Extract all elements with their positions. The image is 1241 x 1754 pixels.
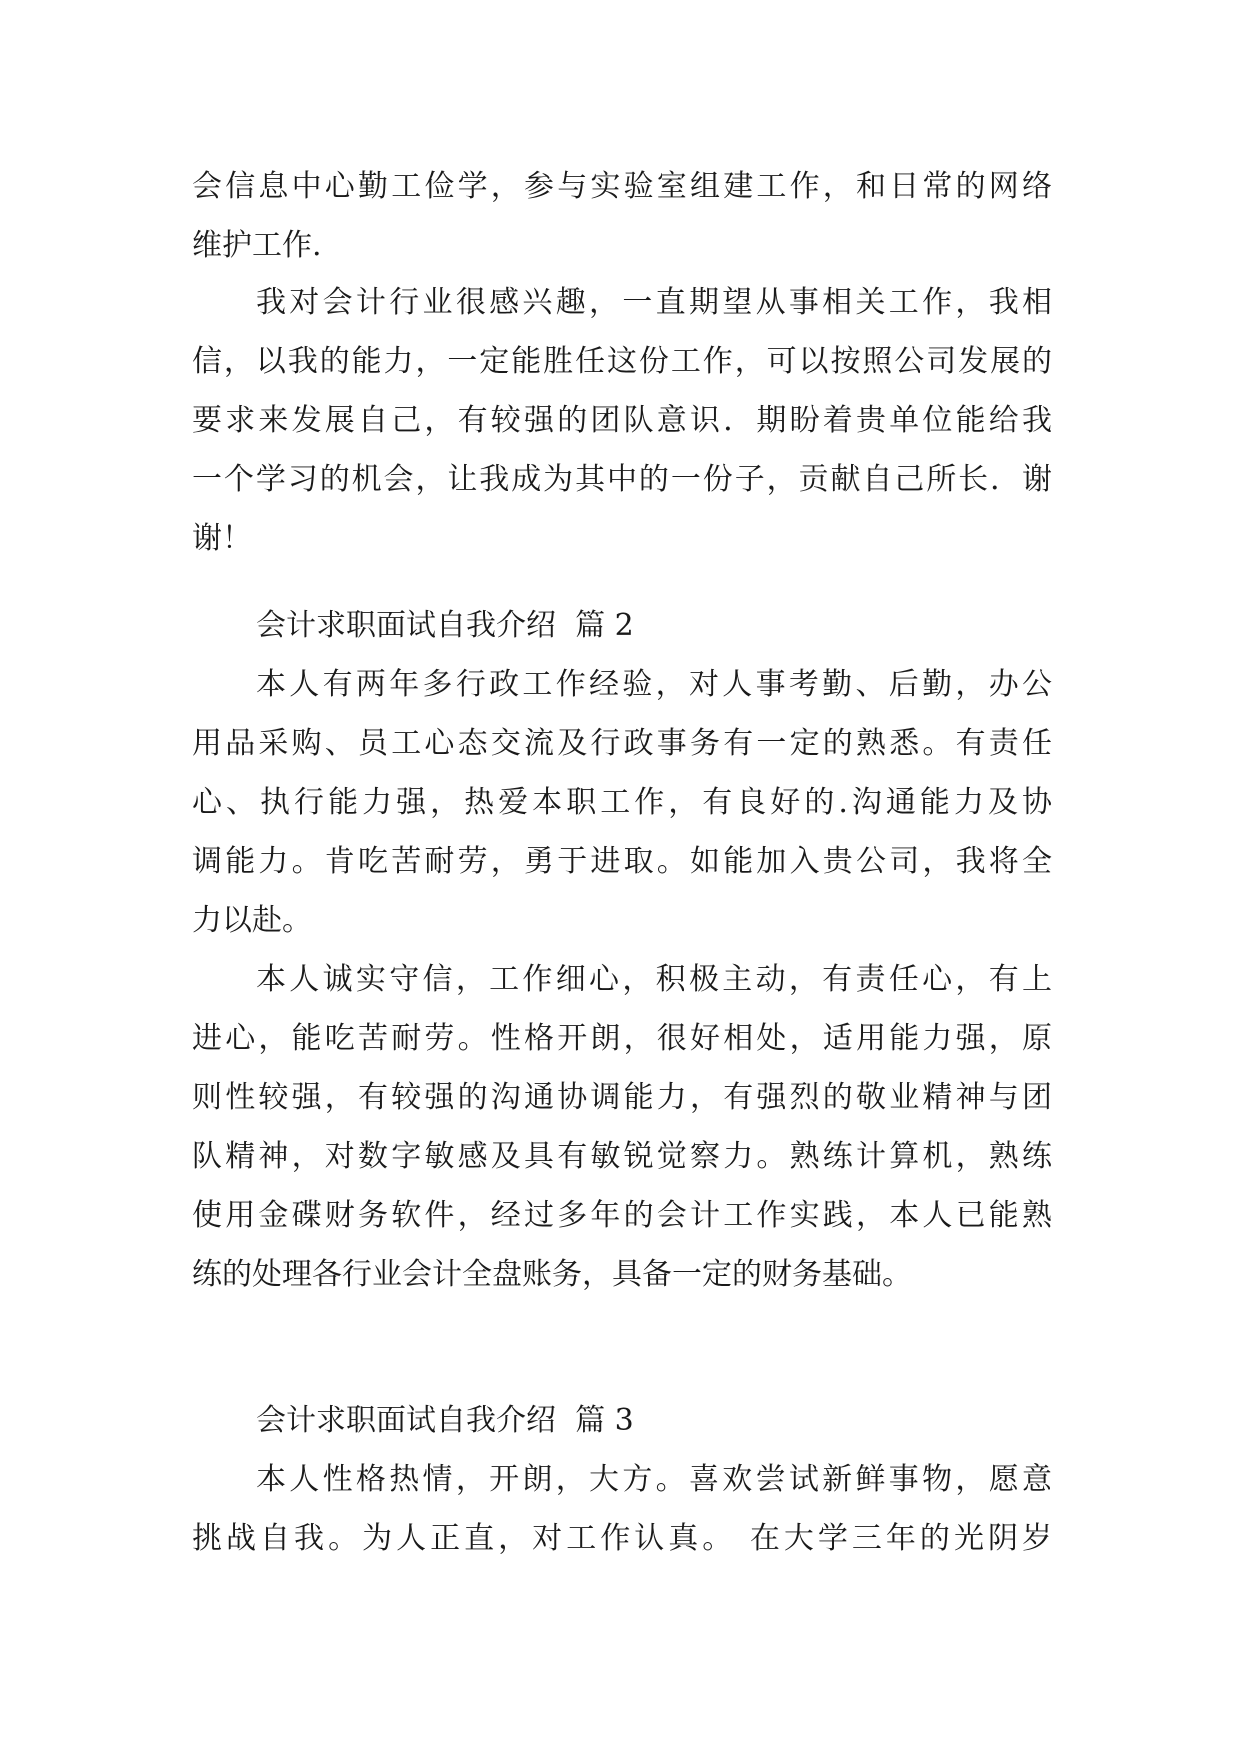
text-line: 一个学习的机会，让我成为其中的一份子，贡献自己所长．谢 [192, 462, 1052, 497]
text-line: 调能力。肯吃苦耐劳，勇于进取。如能加入贵公司，我将全 [192, 844, 1052, 879]
paragraph [192, 273, 1052, 568]
text-line: 力以赴。 [192, 903, 312, 938]
text-line: 进心，能吃苦耐劳。性格开朗，很好相处，适用能力强，原 [192, 1021, 1052, 1056]
text-line: 则性较强，有较强的沟通协调能力，有强烈的敬业精神与团 [192, 1080, 1052, 1115]
text-line: 本人诚实守信，工作细心，积极主动，有责任心，有上 [256, 962, 1052, 997]
paragraph-continuation [192, 157, 1052, 275]
text-line: 本人性格热情，开朗，大方。喜欢尝试新鲜事物，愿意 [256, 1462, 1052, 1497]
text-line: 会信息中心勤工俭学，参与实验室组建工作，和日常的网络 [192, 169, 1052, 204]
text-line: 练的处理各行业会计全盘账务，具备一定的财务基础。 [192, 1257, 912, 1292]
section-heading: 会计求职面试自我介绍 篇 2 [256, 608, 634, 643]
section-heading: 会计求职面试自我介绍 篇 3 [256, 1403, 634, 1438]
paragraph [192, 950, 1052, 1304]
paragraph [192, 1450, 1052, 1568]
text-line: 要求来发展自己，有较强的团队意识．期盼着贵单位能给我 [192, 403, 1052, 438]
text-line: 维护工作. [192, 228, 322, 263]
text-line: 我对会计行业很感兴趣，一直期望从事相关工作，我相 [256, 285, 1052, 320]
text-line: 挑战自我。为人正直，对工作认真。 在大学三年的光阴岁 [192, 1521, 1052, 1556]
paragraph [192, 655, 1052, 950]
text-line: 队精神，对数字敏感及具有敏锐觉察力。熟练计算机，熟练 [192, 1139, 1052, 1174]
text-line: 用品采购、员工心态交流及行政事务有一定的熟悉。有责任 [192, 726, 1052, 761]
text-line: 本人有两年多行政工作经验，对人事考勤、后勤，办公 [256, 667, 1052, 702]
text-line: 谢！ [192, 521, 252, 556]
text-line: 使用金碟财务软件，经过多年的会计工作实践，本人已能熟 [192, 1198, 1052, 1233]
text-line: 信，以我的能力，一定能胜任这份工作，可以按照公司发展的 [192, 344, 1052, 379]
text-line: 心、执行能力强，热爱本职工作，有良好的.沟通能力及协 [192, 785, 1052, 820]
